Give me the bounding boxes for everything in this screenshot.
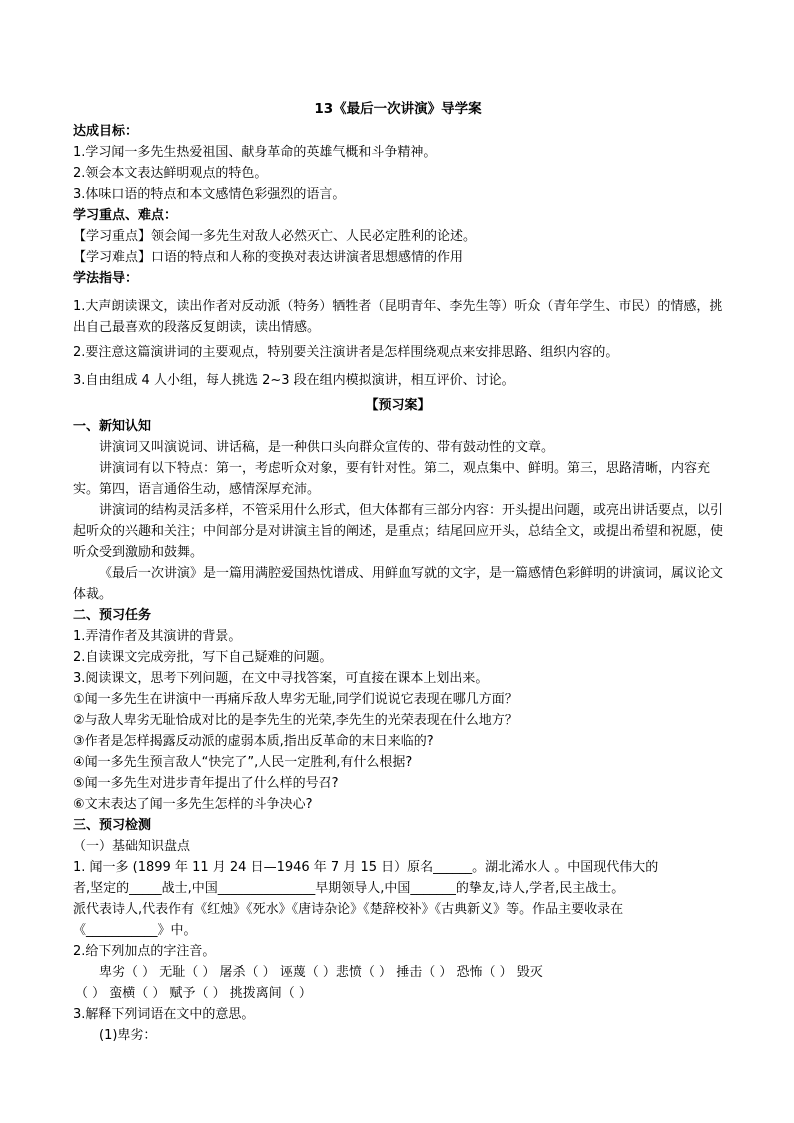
question-item: ④闻一多先生预言敌人“快完了”,人民一定胜利,有什么根据? — [73, 755, 413, 770]
q2-prompt: 2.给下列加点的字注音。 — [73, 944, 216, 959]
section1-paragraph: 讲演词的结构灵活多样，不管采用什么形式，但大体都有三部分内容：开头提出问题，或亮出讲话要点，以引起听众的兴趣和关注；中间部分是对讲演主旨的阐述，是重点；结尾回应开头，总结全文，或提出希望和祝愿，使听众受到激励和鼓舞。 — [73, 503, 724, 560]
section1-heading: 一、新知认知 — [73, 419, 152, 434]
question-item: ①闻一多先生在讲演中一再痛斥敌人卑劣无耻,同学们说说它表现在哪几方面？ — [73, 692, 518, 707]
section1-paragraph: 《最后一次讲演》是一篇用满腔爱国热忱谱成、用鲜血写就的文字，是一篇感情色彩鲜明的讲演词，属议论文体裁。 — [73, 566, 724, 602]
document-page — [73, 99, 723, 1046]
goal-item: 2.领会本文表达鲜明观点的特色。 — [73, 166, 268, 181]
q1-line: 《___________》中。 — [73, 923, 197, 938]
goal-item: 1.学习闻一多先生热爱祖国、献身革命的英雄气概和斗争精神。 — [73, 145, 437, 160]
task-item: 3.阅读课文，思考下列问题，在文中寻找答案，可直接在课本上划出来。 — [73, 671, 489, 686]
task-item: 1.弄清作者及其演讲的背景。 — [73, 629, 242, 644]
q2-pinyin-line: （ ） 蛮横（ ） 赋予（ ） 挑拨离间（ ） — [75, 986, 312, 1001]
method-item: 3.自由组成 4 人小组，每人挑选 2~3 段在组内模拟演讲，相互评价、讨论。 — [73, 373, 515, 388]
section1-paragraph: 讲演词又叫演说词、讲话稿，是一种供口头向群众宣传的、带有鼓动性的文章。 — [99, 440, 555, 455]
section3-subheading: （一）基础知识盘点 — [73, 839, 191, 854]
goals-heading: 达成目标： — [73, 124, 139, 139]
q3-item: (1)卑劣： — [99, 1028, 157, 1043]
section3-heading: 三、预习检测 — [73, 818, 152, 833]
q2-pinyin-line: 卑劣（ ） 无耻（ ） 屠杀（ ） 诬蔑（ ）悲愤（ ） 捶击（ ） 恐怖（ ） 毁灭 — [99, 965, 543, 980]
q1-line: 派代表诗人,代表作有《红烛》《死水》《唐诗杂论》《楚辞校补》《古典新义》等。作品主要收录在 — [73, 902, 624, 917]
section1-paragraph: 讲演词有以下特点：第一，考虑听众对象，要有针对性。第二，观点集中、鲜明。第三，思路清晰，内容充实。第四，语言通俗生动，感情深厚充沛。 — [73, 461, 711, 497]
focus-heading: 学习重点、难点： — [73, 208, 178, 223]
q3-prompt: 3.解释下列词语在文中的意思。 — [73, 1007, 255, 1022]
question-item: ②与敌人卑劣无耻恰成对比的是李先生的光荣,李先生的光荣表现在什么地方？ — [73, 713, 518, 728]
q1-line: 者,坚定的_____战士,中国_______________早期领导人,中国_______的挚友,诗人,学者,民主战士。 — [73, 881, 625, 896]
question-item: ③作者是怎样揭露反动派的虚弱本质,指出反革命的末日来临的? — [73, 734, 434, 749]
focus-key: 【学习重点】领会闻一多先生对敌人必然灭亡、人民必定胜利的论述。 — [73, 229, 477, 244]
goal-item: 3.体味口语的特点和本文感情色彩强烈的语言。 — [73, 187, 346, 202]
question-item: ⑥文末表达了闻一多先生怎样的斗争决心? — [73, 797, 313, 812]
method-heading: 学法指导： — [73, 271, 139, 286]
preview-title: 【预习案】 — [365, 398, 431, 413]
section2-heading: 二、预习任务 — [73, 608, 152, 623]
q1-line: 1. 闻一多 (1899 年 11 月 24 日—1946 年 7 月 15 日）原名______。湖北浠水人 。中国现代伟大的 — [73, 860, 659, 875]
question-item: ⑤闻一多先生对进步青年提出了什么样的号召? — [73, 776, 339, 791]
method-item: 1.大声朗读课文，读出作者对反动派（特务）牺牲者（昆明青年、李先生等）听众（青年学生、市民）的情感，挑出自己最喜欢的段落反复朗读，读出情感。 — [73, 299, 723, 335]
method-item: 2.要注意这篇演讲词的主要观点，特别要关注演讲者是怎样围绕观点来安排思路、组织内容的。 — [73, 345, 619, 360]
focus-difficulty: 【学习难点】口语的特点和人称的变换对表达讲演者思想感情的作用 — [73, 250, 464, 265]
document-title: 13《最后一次讲演》导学案 — [314, 101, 482, 117]
task-item: 2.自读课文完成旁批，写下自己疑难的问题。 — [73, 650, 333, 665]
